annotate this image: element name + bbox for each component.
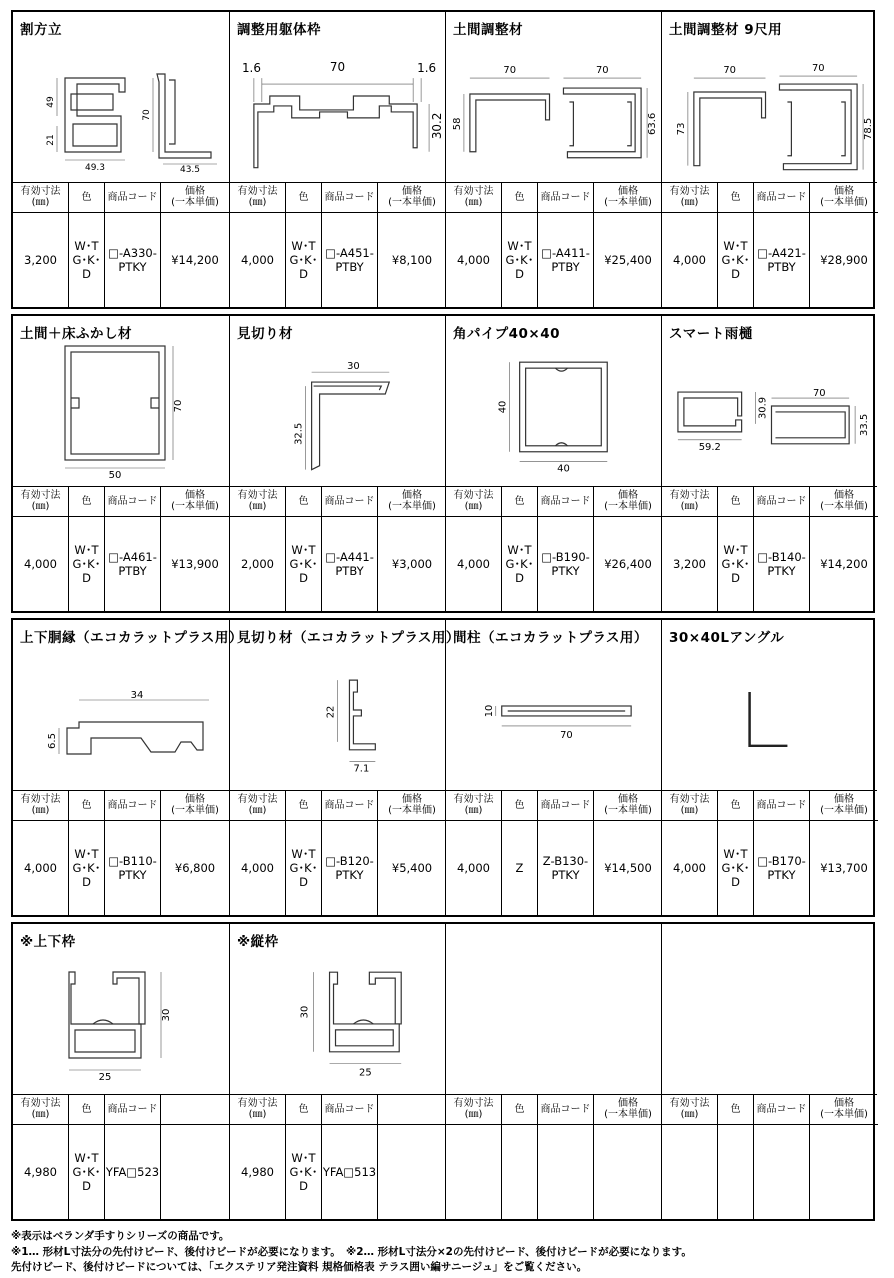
price-value: ¥14,200 bbox=[171, 252, 219, 267]
price-value: ¥13,700 bbox=[820, 860, 868, 875]
product-title: 土間＋床ふかし材 bbox=[20, 326, 132, 342]
header-price: 価格 (一本単価) bbox=[810, 182, 878, 213]
product-cell bbox=[13, 924, 229, 1219]
spec-table bbox=[230, 486, 445, 611]
code-value: □-A421- PTBY bbox=[757, 245, 806, 274]
dimension-label: 25 bbox=[359, 1067, 372, 1079]
header-price: 価格 (一本単価) bbox=[161, 790, 229, 821]
dimension-label: 70 bbox=[173, 399, 184, 413]
header-length: 有効寸法 (㎜) bbox=[662, 182, 717, 213]
header-price: 価格 (一本単価) bbox=[594, 790, 662, 821]
dimension-label: 70 bbox=[503, 65, 517, 77]
figure-area bbox=[230, 12, 445, 183]
code-value: □-B190- PTKY bbox=[541, 549, 590, 578]
header-color: 色 bbox=[502, 182, 537, 213]
header-length: 有効寸法 (㎜) bbox=[230, 182, 285, 213]
dimension-label: 70 bbox=[812, 388, 826, 400]
header-length: 有効寸法 (㎜) bbox=[662, 1094, 717, 1125]
product-cell bbox=[229, 620, 460, 915]
figure-area bbox=[662, 316, 877, 487]
product-cell bbox=[445, 12, 661, 307]
product-cell bbox=[661, 620, 877, 915]
header-color: 色 bbox=[69, 1094, 104, 1125]
dimension-label: 30 bbox=[161, 1008, 172, 1022]
price-value: ¥14,200 bbox=[820, 556, 868, 571]
header-color: 色 bbox=[286, 1094, 321, 1125]
price-value bbox=[810, 1124, 878, 1219]
spec-table bbox=[446, 1094, 661, 1219]
spec-table bbox=[230, 182, 445, 307]
dimension-label: 1.6 bbox=[241, 61, 261, 76]
code-value bbox=[538, 1124, 593, 1219]
figure-area bbox=[230, 620, 460, 791]
header-code: 商品コード bbox=[105, 790, 160, 821]
price-value bbox=[378, 1124, 446, 1219]
product-cell bbox=[13, 620, 243, 915]
dimension-label: 70 bbox=[723, 65, 737, 77]
figure-area bbox=[13, 316, 229, 487]
header-length: 有効寸法 (㎜) bbox=[13, 486, 68, 517]
price-value: ¥5,400 bbox=[391, 860, 433, 875]
length-value: 3,200 bbox=[673, 556, 706, 571]
header-code: 商品コード bbox=[105, 1094, 160, 1125]
code-value: □-A451- PTBY bbox=[325, 245, 374, 274]
dimension-label: 7.1 bbox=[353, 763, 370, 775]
product-title: 見切り材 bbox=[237, 326, 293, 342]
dimension-label: 70 bbox=[329, 60, 346, 75]
footnotes bbox=[11, 1229, 881, 1276]
product-cell bbox=[229, 12, 445, 307]
footnote: ※表示はベランダ手すりシリーズの商品です。 bbox=[11, 1230, 230, 1242]
header-length: 有効寸法 (㎜) bbox=[446, 182, 501, 213]
price-value: ¥25,400 bbox=[604, 252, 652, 267]
profile-drawing bbox=[13, 924, 229, 1094]
profile-drawing bbox=[230, 620, 445, 790]
price-value: ¥28,900 bbox=[820, 252, 868, 267]
color-value: Z bbox=[515, 860, 524, 875]
dimension-label: 70 bbox=[142, 109, 152, 121]
product-cell bbox=[13, 316, 229, 611]
spec-table bbox=[446, 486, 661, 611]
header-price: 価格 (一本単価) bbox=[810, 486, 878, 517]
header-code: 商品コード bbox=[754, 790, 809, 821]
header-code: 商品コード bbox=[322, 182, 377, 213]
dimension-label: 49 bbox=[46, 96, 56, 108]
length-value bbox=[446, 1124, 501, 1219]
product-cell bbox=[229, 316, 445, 611]
spec-table bbox=[446, 790, 661, 915]
header-price: 価格 (一本単価) bbox=[378, 790, 446, 821]
spec-table bbox=[230, 790, 445, 915]
product-title: ※縦枠 bbox=[237, 934, 279, 950]
length-value: 3,200 bbox=[24, 252, 57, 267]
code-value: Z-B130- PTKY bbox=[542, 853, 589, 882]
dimension-label: 30 bbox=[299, 1005, 311, 1019]
header-code: 商品コード bbox=[538, 486, 593, 517]
figure-area bbox=[662, 620, 877, 791]
header-code: 商品コード bbox=[538, 1094, 593, 1125]
header-color: 色 bbox=[502, 790, 537, 821]
length-value: 4,000 bbox=[457, 860, 490, 875]
color-value: W･T G･K･D bbox=[72, 1150, 101, 1193]
header-color: 色 bbox=[286, 790, 321, 821]
length-value: 4,980 bbox=[24, 1164, 57, 1179]
header-code: 商品コード bbox=[322, 1094, 377, 1125]
price-value: ¥14,500 bbox=[604, 860, 652, 875]
length-value: 4,000 bbox=[457, 556, 490, 571]
product-title: 土間調整材 bbox=[453, 22, 523, 38]
profile-drawing bbox=[446, 620, 661, 790]
header-price bbox=[378, 1094, 446, 1125]
product-block-2 bbox=[11, 314, 875, 613]
profile-drawing bbox=[230, 12, 445, 182]
dimension-label: 70 bbox=[811, 63, 825, 75]
header-length: 有効寸法 (㎜) bbox=[662, 486, 717, 517]
product-cell bbox=[661, 316, 877, 611]
header-color: 色 bbox=[69, 790, 104, 821]
code-value: □-B110- PTKY bbox=[108, 853, 157, 882]
header-code: 商品コード bbox=[754, 1094, 809, 1125]
price-value: ¥26,400 bbox=[604, 556, 652, 571]
length-value: 4,000 bbox=[673, 860, 706, 875]
figure-area bbox=[446, 316, 661, 487]
header-length: 有効寸法 (㎜) bbox=[13, 1094, 68, 1125]
header-length: 有効寸法 (㎜) bbox=[230, 486, 285, 517]
color-value: W･T G･K･D bbox=[505, 238, 534, 281]
figure-area bbox=[662, 924, 877, 1095]
length-value: 4,000 bbox=[241, 860, 274, 875]
dimension-label: 50 bbox=[108, 470, 122, 481]
product-cell bbox=[445, 620, 661, 915]
header-price: 価格 (一本単価) bbox=[594, 182, 662, 213]
header-price: 価格 (一本単価) bbox=[378, 182, 446, 213]
code-value: □-B120- PTKY bbox=[325, 853, 374, 882]
figure-area bbox=[446, 924, 661, 1095]
product-cell bbox=[229, 924, 445, 1219]
dimension-label: 30.9 bbox=[757, 396, 769, 420]
dimension-label: 21 bbox=[46, 134, 56, 146]
dimension-label: 58 bbox=[451, 117, 463, 131]
dimension-label: 78.5 bbox=[863, 117, 875, 140]
price-value: ¥3,000 bbox=[391, 556, 433, 571]
header-code: 商品コード bbox=[754, 486, 809, 517]
spec-table bbox=[13, 182, 229, 307]
product-title: 角パイプ40×40 bbox=[453, 326, 560, 342]
figure-area bbox=[662, 12, 877, 183]
header-color: 色 bbox=[69, 182, 104, 213]
header-code: 商品コード bbox=[105, 486, 160, 517]
color-value: W･T G･K･D bbox=[721, 238, 750, 281]
length-value bbox=[662, 1124, 717, 1219]
code-value: □-A411- PTBY bbox=[541, 245, 590, 274]
header-price: 価格 (一本単価) bbox=[594, 486, 662, 517]
product-title: 30×40Lアングル bbox=[669, 630, 785, 646]
price-value: ¥6,800 bbox=[174, 860, 216, 875]
color-value: W･T G･K･D bbox=[721, 846, 750, 889]
header-color: 色 bbox=[286, 486, 321, 517]
header-code: 商品コード bbox=[538, 182, 593, 213]
footnote: 先付けビード、後付けビードについては、「エクステリア発注資料 規格価格表 テラス囲い編サニージュ」をご覧ください。 bbox=[11, 1261, 588, 1273]
price-value bbox=[161, 1124, 229, 1219]
profile-drawing bbox=[230, 316, 445, 486]
profile-drawing bbox=[13, 12, 229, 182]
profile-drawing bbox=[446, 316, 661, 486]
price-value: ¥13,900 bbox=[171, 556, 219, 571]
header-length: 有効寸法 (㎜) bbox=[446, 1094, 501, 1125]
profile-drawing bbox=[446, 12, 661, 182]
dimension-label: 40 bbox=[557, 463, 570, 475]
product-title: スマート雨樋 bbox=[669, 326, 753, 342]
header-price: 価格 (一本単価) bbox=[161, 182, 229, 213]
product-title: 調整用躯体枠 bbox=[237, 22, 321, 38]
product-title: ※上下枠 bbox=[20, 934, 76, 950]
product-cell bbox=[661, 924, 877, 1219]
product-cell bbox=[445, 924, 661, 1219]
dimension-label: 25 bbox=[98, 1072, 112, 1083]
dimension-label: 63.6 bbox=[647, 112, 659, 135]
header-price: 価格 (一本単価) bbox=[594, 1094, 662, 1125]
header-code: 商品コード bbox=[105, 182, 160, 213]
profile-drawing bbox=[230, 924, 445, 1094]
color-value: W･T G･K･D bbox=[721, 542, 750, 585]
length-value: 4,000 bbox=[241, 252, 274, 267]
code-value: □-B170- PTKY bbox=[757, 853, 806, 882]
dimension-label: 22 bbox=[325, 705, 337, 719]
header-color: 色 bbox=[69, 486, 104, 517]
header-length: 有効寸法 (㎜) bbox=[446, 790, 501, 821]
profile-drawing bbox=[13, 316, 229, 486]
color-value: W･T G･K･D bbox=[289, 846, 318, 889]
length-value: 4,000 bbox=[457, 252, 490, 267]
product-title: 間柱（エコカラットプラス用） bbox=[453, 630, 648, 646]
header-color: 色 bbox=[286, 182, 321, 213]
header-color: 色 bbox=[502, 1094, 537, 1125]
price-value bbox=[594, 1124, 662, 1219]
dimension-label: 10 bbox=[483, 704, 495, 718]
color-value bbox=[718, 1124, 753, 1219]
figure-area bbox=[446, 12, 661, 183]
code-value: YFA□513 bbox=[322, 1164, 377, 1179]
color-value: W･T G･K･D bbox=[72, 846, 101, 889]
product-block-3 bbox=[11, 618, 875, 917]
header-price: 価格 (一本単価) bbox=[161, 486, 229, 517]
dimension-label: 1.6 bbox=[417, 61, 437, 76]
spec-table bbox=[662, 790, 877, 915]
product-cell bbox=[13, 12, 229, 307]
code-value: YFA□523 bbox=[105, 1164, 160, 1179]
header-length: 有効寸法 (㎜) bbox=[446, 486, 501, 517]
profile-drawing bbox=[13, 620, 229, 790]
header-color: 色 bbox=[502, 486, 537, 517]
code-value: □-A441- PTBY bbox=[325, 549, 374, 578]
spec-table bbox=[230, 1094, 445, 1219]
figure-area bbox=[13, 620, 243, 791]
dimension-label: 59.2 bbox=[698, 441, 721, 453]
color-value: W･T G･K･D bbox=[289, 542, 318, 585]
length-value: 4,000 bbox=[24, 556, 57, 571]
product-cell bbox=[661, 12, 877, 307]
header-color: 色 bbox=[718, 486, 753, 517]
header-code: 商品コード bbox=[538, 790, 593, 821]
product-block-1 bbox=[11, 10, 875, 309]
dimension-label: 40 bbox=[497, 400, 509, 414]
length-value: 2,000 bbox=[241, 556, 274, 571]
product-title: 割方立 bbox=[20, 22, 62, 38]
header-length: 有効寸法 (㎜) bbox=[230, 1094, 285, 1125]
profile-drawing bbox=[662, 620, 877, 790]
product-cell bbox=[445, 316, 661, 611]
product-block-4 bbox=[11, 922, 875, 1221]
header-code: 商品コード bbox=[754, 182, 809, 213]
profile-drawing bbox=[662, 316, 877, 486]
spec-table bbox=[446, 182, 661, 307]
price-value: ¥8,100 bbox=[391, 252, 433, 267]
figure-area bbox=[230, 924, 445, 1095]
header-color: 色 bbox=[718, 1094, 753, 1125]
header-price: 価格 (一本単価) bbox=[378, 486, 446, 517]
figure-area bbox=[13, 12, 229, 183]
dimension-label: 70 bbox=[560, 729, 573, 741]
color-value: W･T G･K･D bbox=[72, 238, 101, 281]
dimension-label: 70 bbox=[595, 65, 609, 77]
code-value: □-B140- PTKY bbox=[757, 549, 806, 578]
code-value: □-A461- PTBY bbox=[108, 549, 157, 578]
header-price: 価格 (一本単価) bbox=[810, 790, 878, 821]
dimension-label: 32.5 bbox=[293, 422, 305, 445]
header-length: 有効寸法 (㎜) bbox=[662, 790, 717, 821]
product-title: 見切り材（エコカラットプラス用） bbox=[237, 630, 460, 646]
color-value bbox=[502, 1124, 537, 1219]
figure-area bbox=[446, 620, 661, 791]
dimension-label: 73 bbox=[675, 122, 687, 136]
header-length: 有効寸法 (㎜) bbox=[230, 790, 285, 821]
footnote: ※1… 形材L寸法分の先付けビード、後付けビードが必要になります。 ※2… 形材L寸法分×2の先付けビード、後付けビードが必要になります。 bbox=[11, 1245, 692, 1258]
header-code: 商品コード bbox=[322, 486, 377, 517]
length-value: 4,980 bbox=[241, 1164, 274, 1179]
header-length: 有効寸法 (㎜) bbox=[13, 790, 68, 821]
header-length: 有効寸法 (㎜) bbox=[13, 182, 68, 213]
dimension-label: 33.5 bbox=[859, 413, 871, 436]
dimension-label: 43.5 bbox=[179, 165, 201, 175]
spec-table bbox=[13, 1094, 229, 1219]
color-value: W･T G･K･D bbox=[72, 542, 101, 585]
figure-area bbox=[13, 924, 229, 1095]
length-value: 4,000 bbox=[24, 860, 57, 875]
header-color: 色 bbox=[718, 790, 753, 821]
dimension-label: 30 bbox=[347, 361, 360, 373]
length-value: 4,000 bbox=[673, 252, 706, 267]
spec-table bbox=[662, 182, 877, 307]
header-color: 色 bbox=[718, 182, 753, 213]
header-price bbox=[161, 1094, 229, 1125]
spec-table bbox=[13, 790, 229, 915]
spec-table bbox=[13, 486, 229, 611]
color-value: W･T G･K･D bbox=[289, 238, 318, 281]
code-value: □-A330- PTKY bbox=[108, 245, 157, 274]
figure-area bbox=[230, 316, 445, 487]
spec-table bbox=[662, 486, 877, 611]
product-title: 土間調整材 9尺用 bbox=[669, 22, 783, 38]
spec-table bbox=[662, 1094, 877, 1219]
code-value bbox=[754, 1124, 809, 1219]
color-value: W･T G･K･D bbox=[505, 542, 534, 585]
dimension-label: 49.3 bbox=[84, 163, 106, 173]
dimension-label: 34 bbox=[130, 690, 144, 701]
header-price: 価格 (一本単価) bbox=[810, 1094, 878, 1125]
dimension-label: 30.2 bbox=[430, 112, 445, 140]
header-code: 商品コード bbox=[322, 790, 377, 821]
dimension-label: 6.5 bbox=[47, 733, 58, 749]
profile-drawing bbox=[662, 12, 877, 182]
product-title: 上下胴縁（エコカラットプラス用） bbox=[20, 630, 243, 646]
color-value: W･T G･K･D bbox=[289, 1150, 318, 1193]
